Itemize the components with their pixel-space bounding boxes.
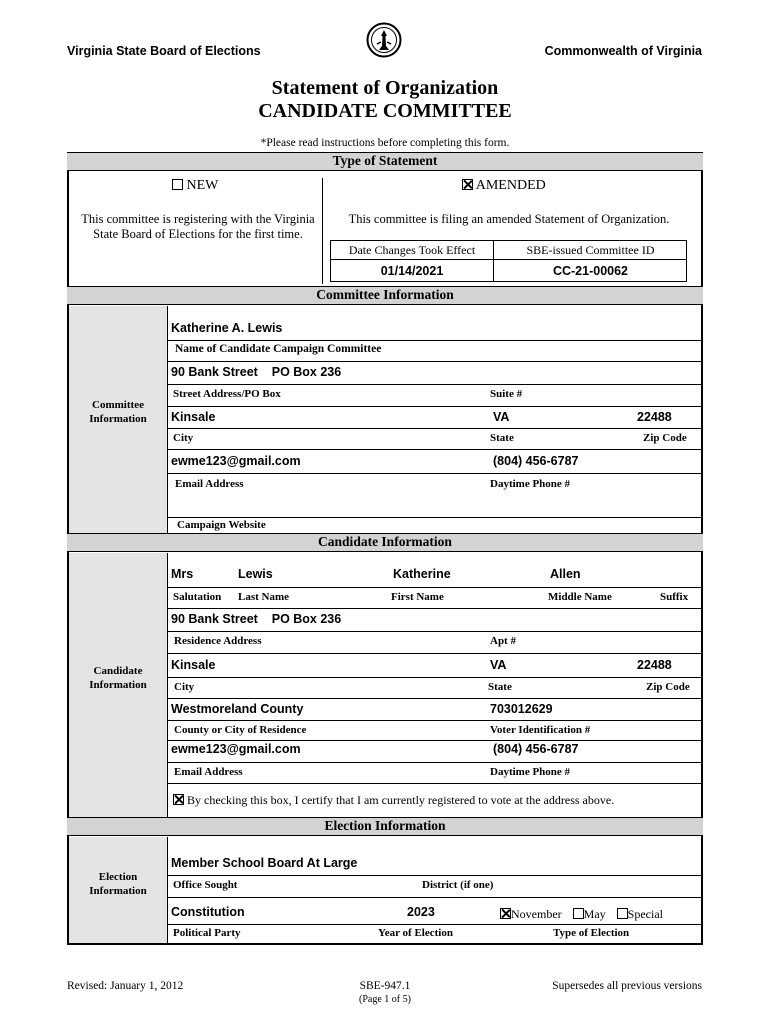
committee-state-value[interactable]: VA	[493, 410, 510, 424]
suffix-label: Suffix	[660, 591, 689, 603]
new-description: This committee is registering with the Virginia State Board of Elections for the first time.	[81, 212, 315, 241]
committee-info-heading: Committee Information	[67, 286, 703, 305]
special-checkbox[interactable]	[617, 908, 628, 919]
committee-street-label: Street Address/PO Box	[173, 388, 281, 400]
committee-name-label: Name of Candidate Campaign Committee	[175, 343, 382, 355]
candidate-phone-label: Daytime Phone #	[490, 766, 571, 778]
committee-name-value[interactable]: Katherine A. Lewis	[171, 321, 283, 335]
certify-row[interactable]	[173, 793, 614, 808]
candidate-last-value[interactable]: Lewis	[238, 567, 273, 581]
committee-phone-value[interactable]: (804) 456-6787	[493, 454, 579, 468]
november-label: November	[511, 907, 562, 921]
instruction-note: *Please read instructions before completing this form.	[260, 137, 510, 149]
committee-email-value[interactable]: ewme123@gmail.com	[171, 454, 301, 468]
candidate-state-value[interactable]: VA	[490, 658, 507, 672]
salutation-label: Salutation	[173, 591, 222, 603]
header-left: Virginia State Board of Elections	[67, 44, 261, 58]
type-divider	[322, 178, 323, 284]
type-of-election-label: Type of Election	[553, 927, 630, 939]
candidate-email-label: Email Address	[174, 766, 243, 778]
last-name-label: Last Name	[238, 591, 290, 603]
footer-form-number: SBE-947.1	[359, 980, 411, 992]
frame-bottom	[67, 943, 703, 945]
committee-id-label: SBE-issued Committee ID	[526, 243, 655, 257]
special-label: Special	[627, 907, 663, 921]
candidate-county-value[interactable]: Westmoreland County	[171, 702, 304, 716]
new-option[interactable]	[172, 178, 218, 194]
apt-label: Apt #	[490, 635, 516, 647]
certify-text: By checking this box, I certify that I am currently registered to vote at the address above.	[187, 793, 615, 807]
certify-checkbox[interactable]	[173, 794, 184, 805]
committee-street-value[interactable]: 90 Bank Street PO Box 236	[171, 365, 342, 379]
amended-label: AMENDED	[475, 178, 546, 193]
candidate-zip-label: Zip Code	[646, 681, 690, 693]
committee-city-value[interactable]: Kinsale	[171, 410, 216, 424]
committee-city-label: City	[173, 432, 194, 444]
candidate-city-label: City	[174, 681, 195, 693]
district-label: District (if one)	[422, 879, 494, 891]
office-sought-value[interactable]: Member School Board At Large	[171, 856, 358, 870]
form-title: Statement of Organization	[271, 77, 499, 99]
amended-checkbox[interactable]	[462, 179, 473, 190]
election-info-heading: Election Information	[67, 817, 703, 836]
virginia-seal-icon	[366, 22, 402, 58]
candidate-city-value[interactable]: Kinsale	[171, 658, 216, 672]
candidate-email-value[interactable]: ewme123@gmail.com	[171, 742, 301, 756]
may-label: May	[583, 907, 606, 921]
first-name-label: First Name	[391, 591, 444, 603]
may-checkbox[interactable]	[573, 908, 584, 919]
political-party-value[interactable]: Constitution	[171, 905, 245, 919]
candidate-salutation-value[interactable]: Mrs	[171, 567, 194, 581]
new-checkbox[interactable]	[172, 179, 183, 190]
candidate-address-value[interactable]: 90 Bank Street PO Box 236	[171, 612, 342, 626]
committee-side-label: Committee Information	[89, 399, 147, 425]
candidate-zip-value[interactable]: 22488	[637, 658, 672, 672]
amended-option[interactable]	[462, 178, 546, 194]
election-type-options	[500, 907, 663, 922]
voter-id-label: Voter Identification #	[490, 724, 591, 736]
date-changes-label: Date Changes Took Effect	[348, 243, 476, 257]
footer-revised: Revised: January 1, 2012	[67, 980, 184, 992]
footer-page-number: (Page 1 of 5)	[359, 994, 411, 1005]
candidate-first-value[interactable]: Katherine	[393, 567, 451, 581]
candidate-state-label: State	[488, 681, 512, 693]
residence-address-label: Residence Address	[174, 635, 262, 647]
candidate-phone-value[interactable]: (804) 456-6787	[493, 742, 579, 756]
date-changes-value[interactable]: 01/14/2021	[380, 264, 444, 278]
type-of-statement-heading: Type of Statement	[67, 152, 703, 171]
committee-zip-value[interactable]: 22488	[637, 410, 672, 424]
new-label: NEW	[186, 178, 219, 193]
political-party-label: Political Party	[173, 927, 241, 939]
committee-suite-label: Suite #	[490, 388, 523, 400]
election-year-value[interactable]: 2023	[407, 905, 435, 919]
candidate-middle-value[interactable]: Allen	[550, 567, 581, 581]
office-sought-label: Office Sought	[173, 879, 238, 891]
committee-id-value[interactable]: CC-21-00062	[552, 264, 629, 278]
candidate-info-heading: Candidate Information	[67, 533, 703, 552]
november-checkbox[interactable]	[500, 908, 511, 919]
year-of-election-label: Year of Election	[378, 927, 453, 939]
county-label: County or City of Residence	[174, 724, 307, 736]
middle-name-label: Middle Name	[548, 591, 612, 603]
committee-phone-label: Daytime Phone #	[490, 478, 571, 490]
voter-id-value[interactable]: 703012629	[490, 702, 553, 716]
footer-supersedes: Supersedes all previous versions	[552, 980, 702, 992]
committee-state-label: State	[490, 432, 514, 444]
campaign-website-label: Campaign Website	[177, 519, 266, 531]
election-side-label: Election Information	[89, 871, 147, 897]
header-right: Commonwealth of Virginia	[544, 44, 702, 58]
committee-zip-label: Zip Code	[643, 432, 687, 444]
committee-email-label: Email Address	[175, 478, 244, 490]
form-subtitle: CANDIDATE COMMITTEE	[258, 100, 512, 122]
amended-description: This committee is filing an amended Statement of Organization.	[348, 212, 670, 226]
candidate-side-label: Candidate Information	[89, 665, 147, 691]
